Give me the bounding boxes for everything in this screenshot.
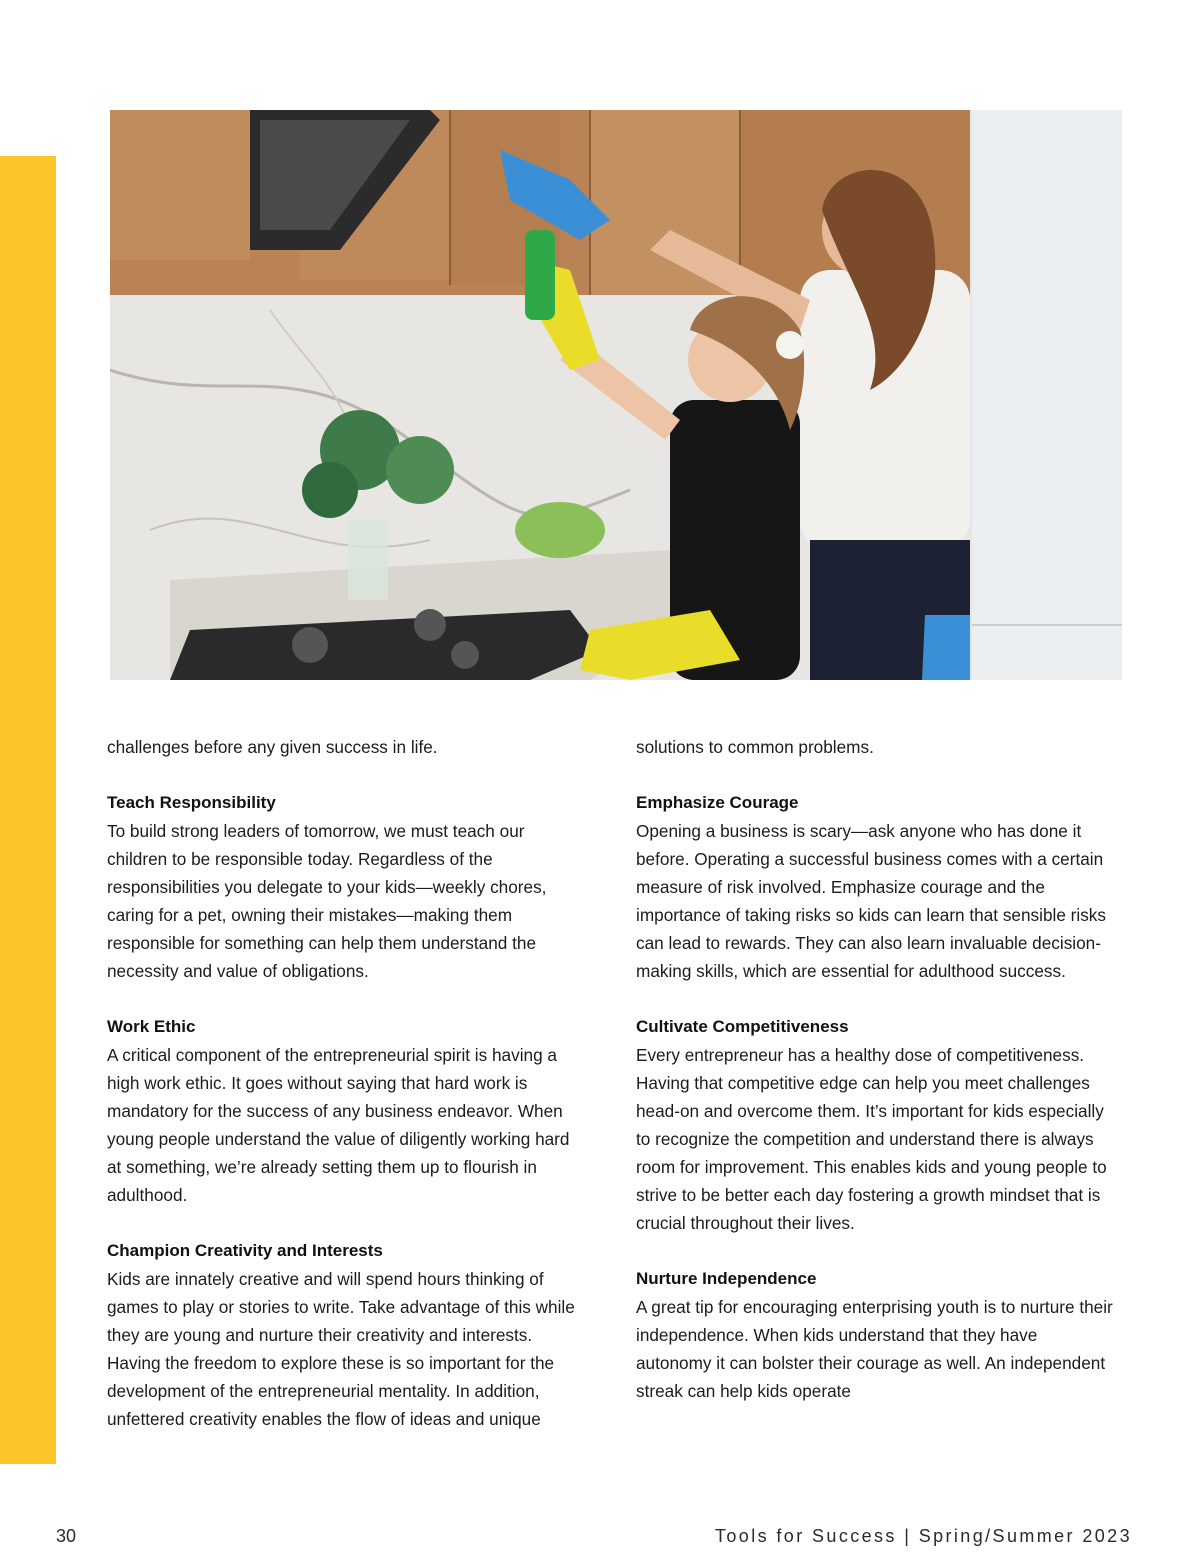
section-body: Opening a business is scary—ask anyone who has done it before. Operating a successful business comes with a certain measure of risk involved. Emphasize courage and the importance of taking risks so kids can learn that sensible risks can lead to rewards. They can also learn invaluable decision-making skills, which are essential for adulthood success. <box>636 821 1106 981</box>
left-text-column <box>107 733 587 1433</box>
right-text-column <box>636 733 1116 1405</box>
section-heading: Work Ethic <box>107 1017 196 1036</box>
section-body: To build strong leaders of tomorrow, we must teach our children to be responsible today. Regardless of the responsibilities you delegate to your kids—weekly chores, caring for a pet, owning their mistakes—making them responsible for something can help them understand the necessity and value of obligations. <box>107 821 547 981</box>
section-body: Every entrepreneur has a healthy dose of competitiveness. Having that competitive edge can help you meet challenges head-on and overcome them. It’s important for kids especially to recognize the competition and understand there is always room for improvement. This enables kids and young people to strive to be better each day fostering a growth mindset that is crucial throughout their lives. <box>636 1045 1107 1233</box>
section-body: A critical component of the entrepreneurial spirit is having a high work ethic. It goes without saying that hard work is mandatory for the success of any business endeavor. When young people understand the value of diligently working hard at something, we’re already setting them up to flourish in adulthood. <box>107 1045 570 1205</box>
photo-illustration <box>110 110 1122 680</box>
section-champion-creativity <box>107 1237 587 1433</box>
section-teach-responsibility <box>107 789 587 985</box>
section-emphasize-courage <box>636 789 1116 985</box>
publication-footer: Tools for Success | Spring/Summer 2023 <box>714 1526 1132 1546</box>
section-heading: Champion Creativity and Interests <box>107 1241 383 1260</box>
section-heading: Cultivate Competitiveness <box>636 1017 849 1036</box>
section-nurture-independence <box>636 1265 1116 1405</box>
page-number: 30 <box>56 1526 77 1546</box>
section-cultivate-competitiveness <box>636 1013 1116 1237</box>
accent-sidebar-bar <box>0 156 56 1464</box>
section-body: Kids are innately creative and will spend hours thinking of games to play or stories to write. Take advantage of this while they are young and nurture their creativity and interests. Having the freedom to explore these is so important for the development of the entrepreneurial mentality. In addition, unfettered creativity enables the flow of ideas and unique <box>107 1269 575 1429</box>
section-heading: Nurture Independence <box>636 1269 817 1288</box>
article-photo <box>110 110 1122 680</box>
section-body: A great tip for encouraging enterprising youth is to nurture their independence. When kids understand that they have autonomy it can bolster their courage as well. An independent streak can help kids operate <box>636 1297 1113 1401</box>
section-heading: Emphasize Courage <box>636 793 799 812</box>
continued-paragraph: solutions to common problems. <box>636 737 874 757</box>
continued-paragraph: challenges before any given success in life. <box>107 737 438 757</box>
section-work-ethic <box>107 1013 587 1209</box>
section-heading: Teach Responsibility <box>107 793 276 812</box>
